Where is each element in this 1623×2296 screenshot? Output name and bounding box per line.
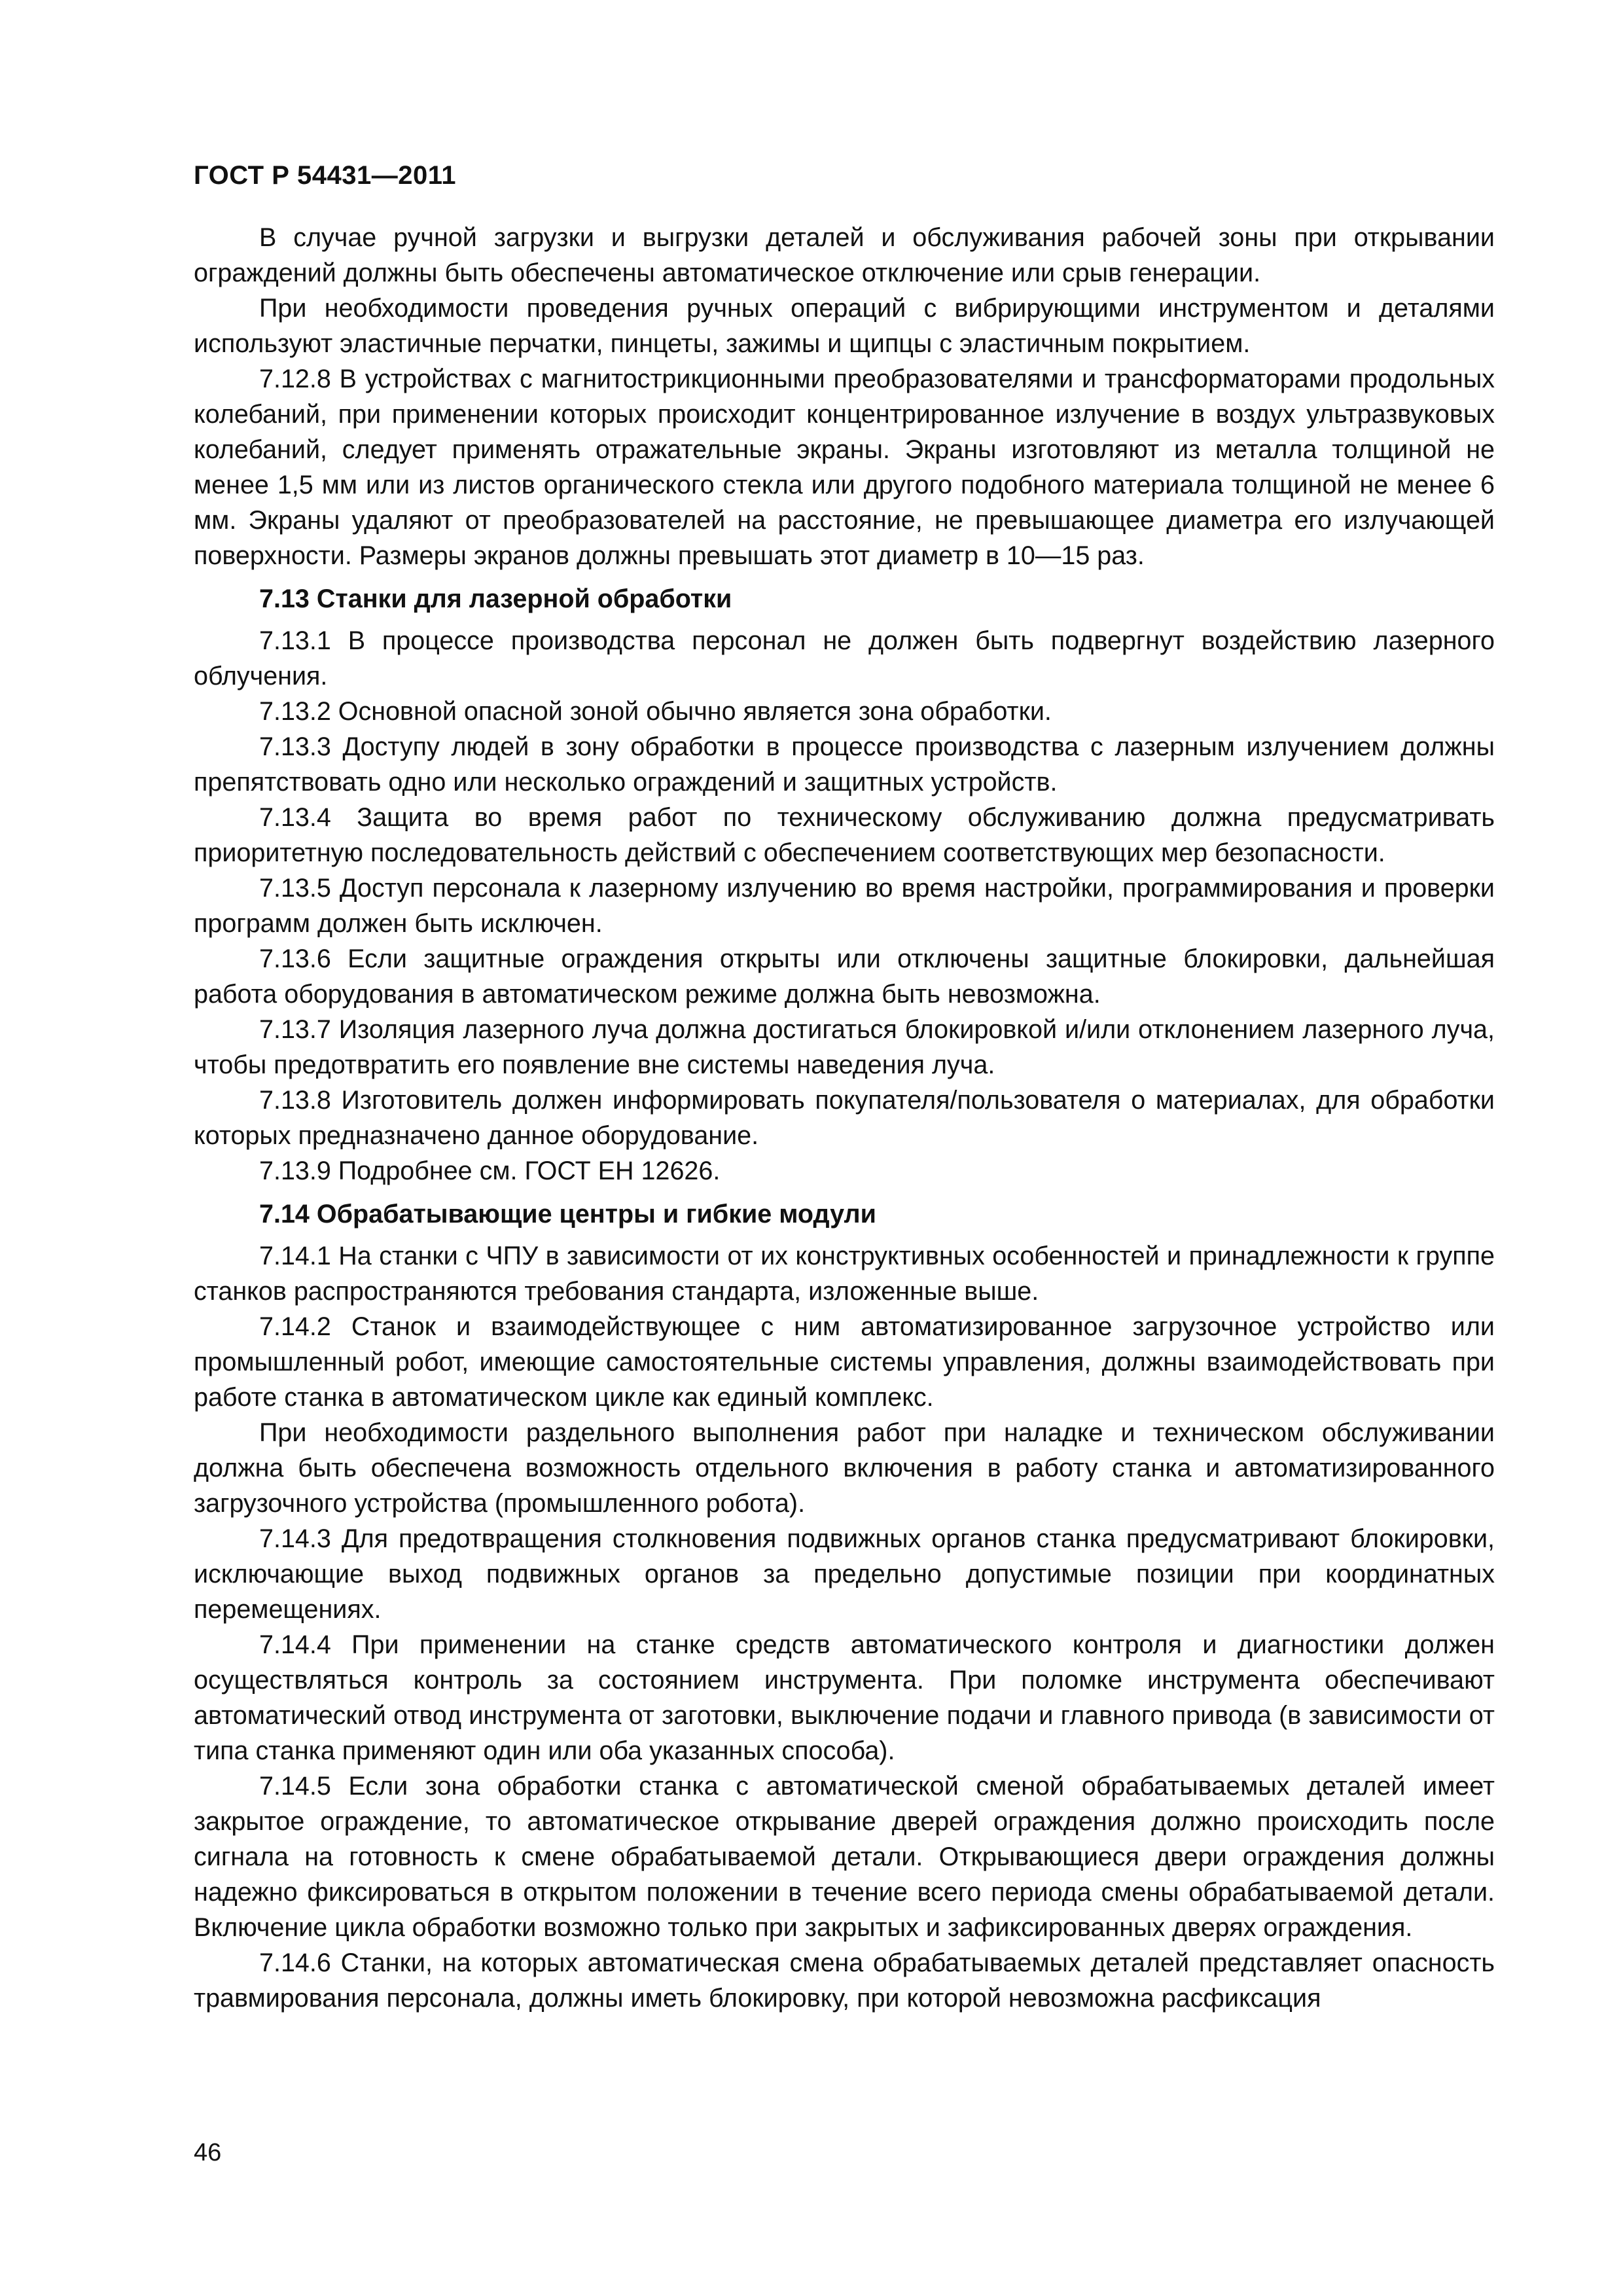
paragraph-7-13-3: 7.13.3 Доступу людей в зону обработки в процессе производства с лазерным излучением должны препятствовать одно или несколько ограждений и защитных устройств.	[194, 732, 1495, 797]
paragraph-7-13-4: 7.13.4 Защита во время работ по техническому обслуживанию должна предусматривать приоритетную последовательность действий с обеспечением соответствующих мер безопасности.	[194, 803, 1495, 867]
paragraph-7-14-2: 7.14.2 Станок и взаимодействующее с ним автоматизированное загрузочное устройство или промышленный робот, имеющие самостоятельные системы управления, должны взаимодействовать при работе станка в автоматическом цикле как единый комплекс.	[194, 1312, 1495, 1412]
paragraph-7-13-1: 7.13.1 В процессе производства персонал не должен быть подвергнут воздействию лазерного облучения.	[194, 626, 1495, 691]
paragraph-7-14-3: 7.14.3 Для предотвращения столкновения подвижных органов станка предусматривают блокировки, исключающие выход подвижных органов за предельно допустимые позиции при координатных перемещениях.	[194, 1524, 1495, 1624]
paragraph-7-13-7: 7.13.7 Изоляция лазерного луча должна достигаться блокировкой и/или отклонением лазерного луча, чтобы предотвратить его появление вне системы наведения луча.	[194, 1015, 1495, 1079]
paragraph-7-13-9: 7.13.9 Подробнее см. ГОСТ ЕН 12626.	[259, 1157, 721, 1185]
paragraph-7-12-8: 7.12.8 В устройствах с магнитострикционными преобразователями и трансформаторами продольных колебаний, при применении которых происходит концентрированное излучение в воздух ультразвуковых колебаний, следует применять отражательные экраны. Экраны изготовляют из металла толщиной не менее 1,5 мм или из листов органического стекла или другого подобного материала толщиной не менее 6 мм. Экраны удаляют от преобразователей на расстояние, не превышающее диаметра его излучающей поверхности. Размеры экранов должны превышать этот диаметр в 10—15 раз.	[194, 365, 1495, 570]
document-header: ГОСТ Р 54431—2011	[194, 161, 456, 190]
section-heading-7-13: 7.13 Станки для лазерной обработки	[259, 584, 732, 613]
paragraph-7-13-8: 7.13.8 Изготовитель должен информировать покупателя/пользователя о материалах, для обработки которых предназначено данное оборудование.	[194, 1086, 1495, 1150]
paragraph-7-13-6: 7.13.6 Если защитные ограждения открыты или отключены защитные блокировки, дальнейшая работа оборудования в автоматическом режиме должна быть невозможна.	[194, 944, 1495, 1009]
paragraph-7-14-1: 7.14.1 На станки с ЧПУ в зависимости от их конструктивных особенностей и принадлежности к группе станков распространяются требования стандарта, изложенные выше.	[194, 1242, 1495, 1306]
page-body	[194, 220, 1495, 2016]
paragraph-7-13-2: 7.13.2 Основной опасной зоной обычно является зона обработки.	[259, 697, 1052, 726]
paragraph: В случае ручной загрузки и выгрузки деталей и обслуживания рабочей зоны при открывании ограждений должны быть обеспечены автоматическое отключение или срыв генерации.	[194, 223, 1495, 287]
section-heading-7-14: 7.14 Обрабатывающие центры и гибкие модули	[259, 1200, 876, 1229]
paragraph-7-14-5: 7.14.5 Если зона обработки станка с автоматической сменой обрабатываемых деталей имеет закрытое ограждение, то автоматическое открывание дверей ограждения должно происходить после сигнала на готовность к смене обрабатываемой детали. Открывающиеся двери ограждения должны надежно фиксироваться в открытом положении в течение всего периода смены обрабатываемой детали. Включение цикла обработки возможно только при закрытых и зафиксированных дверях ограждения.	[194, 1772, 1495, 1942]
paragraph: При необходимости проведения ручных операций с вибрирующими инструментом и деталями используют эластичные перчатки, пинцеты, зажимы и щипцы с эластичным покрытием.	[194, 294, 1495, 358]
paragraph: При необходимости раздельного выполнения работ при наладке и техническом обслуживании должна быть обеспечена возможность отдельного включения в работу станка и автоматизированного загрузочного устройства (промышленного робота).	[194, 1418, 1495, 1518]
paragraph-7-14-6: 7.14.6 Станки, на которых автоматическая смена обрабатываемых деталей представляет опасность травмирования персонала, должны иметь блокировку, при которой невозможна расфиксация	[194, 1948, 1495, 2013]
paragraph-7-14-4: 7.14.4 При применении на станке средств автоматического контроля и диагностики должен осуществляться контроль за состоянием инструмента. При поломке инструмента обеспечивают автоматический отвод инструмента от заготовки, выключение подачи и главного привода (в зависимости от типа станка применяют один или оба указанных способа).	[194, 1630, 1495, 1765]
paragraph-7-13-5: 7.13.5 Доступ персонала к лазерному излучению во время настройки, программирования и проверки программ должен быть исключен.	[194, 874, 1495, 938]
page-number: 46	[194, 2139, 222, 2166]
